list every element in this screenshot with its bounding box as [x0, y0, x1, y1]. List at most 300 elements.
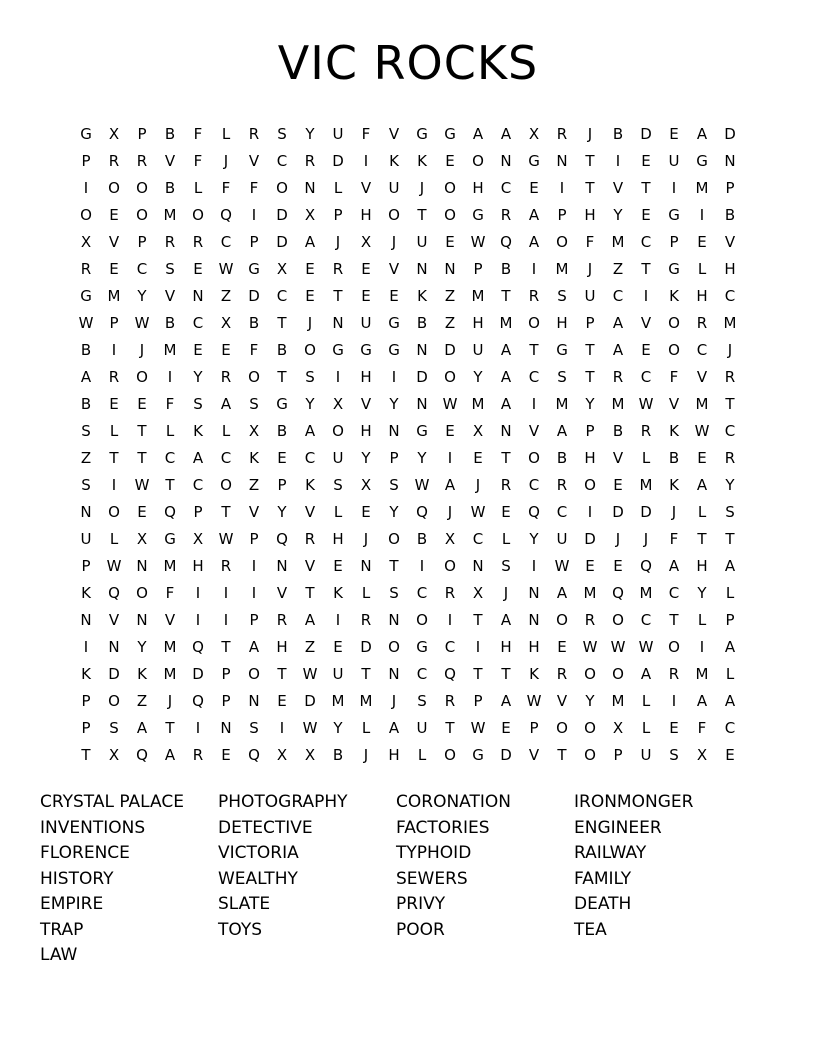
grid-cell[interactable]: R [724, 367, 736, 386]
grid-cell[interactable]: R [640, 421, 652, 440]
grid-cell[interactable]: D [276, 205, 288, 224]
grid-cell[interactable]: O [108, 178, 120, 197]
grid-cell[interactable]: S [109, 718, 119, 737]
grid-cell[interactable]: W [134, 475, 150, 494]
grid-cell[interactable]: X [108, 745, 120, 764]
grid-cell[interactable]: H [584, 205, 596, 224]
grid-cell[interactable]: J [615, 529, 621, 548]
grid-cell[interactable]: O [248, 664, 260, 683]
grid-cell[interactable]: B [724, 205, 736, 224]
grid-cell[interactable]: T [165, 718, 175, 737]
grid-cell[interactable]: O [276, 178, 288, 197]
grid-cell[interactable]: J [587, 124, 593, 143]
grid-cell[interactable]: N [724, 151, 736, 170]
grid-cell[interactable]: N [220, 718, 232, 737]
grid-cell[interactable]: L [641, 448, 651, 467]
grid-cell[interactable]: P [389, 448, 399, 467]
grid-cell[interactable]: U [332, 664, 344, 683]
grid-cell[interactable]: U [584, 286, 596, 305]
grid-cell[interactable]: Z [80, 448, 92, 467]
grid-cell[interactable]: S [333, 475, 343, 494]
grid-cell[interactable]: A [192, 448, 204, 467]
grid-cell[interactable]: K [529, 664, 539, 683]
grid-cell[interactable]: E [333, 556, 343, 575]
grid-cell[interactable]: P [725, 178, 735, 197]
grid-cell[interactable]: I [251, 205, 257, 224]
grid-cell[interactable]: C [444, 637, 456, 656]
grid-cell[interactable]: P [557, 205, 567, 224]
grid-cell[interactable]: O [584, 475, 596, 494]
grid-cell[interactable]: X [136, 529, 148, 548]
grid-cell[interactable]: K [305, 475, 315, 494]
grid-cell[interactable]: E [641, 205, 651, 224]
grid-cell[interactable]: G [164, 529, 176, 548]
grid-cell[interactable]: T [221, 637, 231, 656]
grid-cell[interactable]: K [389, 151, 399, 170]
grid-cell[interactable]: B [164, 124, 176, 143]
grid-cell[interactable]: G [416, 421, 428, 440]
grid-cell[interactable]: Q [528, 502, 540, 521]
grid-cell[interactable]: J [587, 259, 593, 278]
grid-cell[interactable]: G [416, 124, 428, 143]
grid-cell[interactable]: S [725, 502, 735, 521]
grid-cell[interactable]: Q [164, 502, 176, 521]
grid-cell[interactable]: R [500, 475, 512, 494]
grid-cell[interactable]: I [643, 286, 649, 305]
grid-cell[interactable]: M [163, 637, 177, 656]
grid-cell[interactable]: Q [136, 745, 148, 764]
grid-cell[interactable]: Y [613, 205, 623, 224]
grid-cell[interactable]: V [696, 367, 708, 386]
grid-cell[interactable]: C [640, 367, 652, 386]
grid-cell[interactable]: A [528, 205, 540, 224]
grid-cell[interactable]: L [333, 502, 343, 521]
grid-cell[interactable]: H [360, 421, 372, 440]
grid-cell[interactable]: O [472, 151, 484, 170]
grid-cell[interactable]: C [724, 421, 736, 440]
grid-cell[interactable]: B [556, 448, 568, 467]
grid-cell[interactable]: N [332, 313, 344, 332]
grid-cell[interactable]: K [137, 664, 147, 683]
grid-cell[interactable]: L [361, 583, 371, 602]
grid-cell[interactable]: E [697, 232, 707, 251]
grid-cell[interactable]: O [136, 178, 148, 197]
grid-cell[interactable]: Y [585, 691, 595, 710]
grid-cell[interactable]: R [528, 286, 540, 305]
grid-cell[interactable]: H [360, 367, 372, 386]
grid-cell[interactable]: X [220, 313, 232, 332]
grid-cell[interactable]: F [669, 529, 679, 548]
grid-cell[interactable]: J [363, 745, 369, 764]
grid-cell[interactable]: A [500, 610, 512, 629]
grid-cell[interactable]: A [444, 475, 456, 494]
grid-cell[interactable]: L [193, 178, 203, 197]
grid-cell[interactable]: O [556, 232, 568, 251]
grid-cell[interactable]: L [333, 178, 343, 197]
grid-cell[interactable]: J [307, 313, 313, 332]
grid-cell[interactable]: B [612, 124, 624, 143]
grid-cell[interactable]: K [669, 421, 679, 440]
grid-cell[interactable]: W [638, 394, 654, 413]
grid-cell[interactable]: N [444, 259, 456, 278]
grid-cell[interactable]: B [80, 394, 92, 413]
grid-cell[interactable]: V [640, 313, 652, 332]
grid-cell[interactable]: G [668, 259, 680, 278]
grid-cell[interactable]: A [696, 475, 708, 494]
grid-cell[interactable]: Z [612, 259, 624, 278]
grid-cell[interactable]: P [81, 556, 91, 575]
grid-cell[interactable]: M [163, 340, 177, 359]
grid-cell[interactable]: L [641, 691, 651, 710]
grid-cell[interactable]: J [391, 232, 397, 251]
grid-cell[interactable]: T [725, 394, 735, 413]
grid-cell[interactable]: D [612, 502, 624, 521]
grid-cell[interactable]: D [304, 691, 316, 710]
grid-cell[interactable]: R [696, 313, 708, 332]
grid-cell[interactable]: N [416, 340, 428, 359]
grid-cell[interactable]: M [471, 286, 485, 305]
grid-cell[interactable]: J [727, 340, 733, 359]
grid-cell[interactable]: P [529, 718, 539, 737]
grid-cell[interactable]: I [531, 394, 537, 413]
grid-cell[interactable]: Y [585, 394, 595, 413]
grid-cell[interactable]: F [193, 124, 203, 143]
grid-cell[interactable]: L [725, 664, 735, 683]
grid-cell[interactable]: E [109, 205, 119, 224]
grid-cell[interactable]: C [696, 340, 708, 359]
grid-cell[interactable]: Z [444, 286, 456, 305]
grid-cell[interactable]: K [249, 448, 259, 467]
grid-cell[interactable]: A [248, 637, 260, 656]
grid-cell[interactable]: V [248, 502, 260, 521]
grid-cell[interactable]: A [304, 232, 316, 251]
grid-cell[interactable]: O [136, 583, 148, 602]
grid-cell[interactable]: G [444, 124, 456, 143]
grid-cell[interactable]: Z [304, 637, 316, 656]
grid-cell[interactable]: T [529, 340, 539, 359]
grid-cell[interactable]: J [419, 178, 425, 197]
grid-cell[interactable]: J [139, 340, 145, 359]
grid-cell[interactable]: X [108, 124, 120, 143]
grid-cell[interactable]: Y [277, 502, 287, 521]
grid-cell[interactable]: E [473, 448, 483, 467]
grid-cell[interactable]: I [531, 259, 537, 278]
grid-cell[interactable]: A [80, 367, 92, 386]
grid-cell[interactable]: O [528, 448, 540, 467]
grid-cell[interactable]: P [277, 475, 287, 494]
grid-cell[interactable]: K [417, 286, 427, 305]
grid-cell[interactable]: X [248, 421, 260, 440]
grid-cell[interactable]: N [388, 421, 400, 440]
grid-cell[interactable]: A [304, 610, 316, 629]
grid-cell[interactable]: R [164, 232, 176, 251]
grid-cell[interactable]: C [472, 529, 484, 548]
grid-cell[interactable]: X [528, 124, 540, 143]
grid-cell[interactable]: C [164, 448, 176, 467]
grid-cell[interactable]: S [305, 367, 315, 386]
grid-cell[interactable]: H [192, 556, 204, 575]
grid-cell[interactable]: V [388, 124, 400, 143]
grid-cell[interactable]: V [108, 232, 120, 251]
grid-cell[interactable]: O [556, 610, 568, 629]
grid-cell[interactable]: B [500, 259, 512, 278]
grid-cell[interactable]: P [669, 232, 679, 251]
grid-cell[interactable]: D [444, 340, 456, 359]
grid-cell[interactable]: I [279, 718, 285, 737]
grid-cell[interactable]: P [137, 124, 147, 143]
grid-cell[interactable]: M [611, 394, 625, 413]
grid-cell[interactable]: O [444, 205, 456, 224]
grid-cell[interactable]: Q [192, 691, 204, 710]
grid-cell[interactable]: Y [417, 448, 427, 467]
grid-cell[interactable]: B [416, 313, 428, 332]
grid-cell[interactable]: N [136, 610, 148, 629]
grid-cell[interactable]: P [333, 205, 343, 224]
grid-cell[interactable]: F [585, 232, 595, 251]
grid-cell[interactable]: T [473, 610, 483, 629]
grid-cell[interactable]: I [615, 151, 621, 170]
grid-cell[interactable]: T [277, 664, 287, 683]
grid-cell[interactable]: O [444, 556, 456, 575]
grid-cell[interactable]: L [697, 502, 707, 521]
grid-cell[interactable]: L [417, 745, 427, 764]
grid-cell[interactable]: I [587, 502, 593, 521]
grid-cell[interactable]: G [416, 637, 428, 656]
grid-cell[interactable]: R [136, 151, 148, 170]
grid-cell[interactable]: J [671, 502, 677, 521]
grid-cell[interactable]: U [472, 340, 484, 359]
grid-cell[interactable]: O [612, 610, 624, 629]
grid-cell[interactable]: V [388, 259, 400, 278]
grid-cell[interactable]: O [612, 664, 624, 683]
grid-cell[interactable]: P [613, 745, 623, 764]
grid-cell[interactable]: C [528, 367, 540, 386]
grid-cell[interactable]: A [724, 637, 736, 656]
grid-cell[interactable]: T [417, 205, 427, 224]
grid-cell[interactable]: K [81, 664, 91, 683]
grid-cell[interactable]: N [80, 610, 92, 629]
grid-cell[interactable]: D [276, 232, 288, 251]
grid-cell[interactable]: M [163, 556, 177, 575]
grid-cell[interactable]: W [694, 421, 710, 440]
grid-cell[interactable]: A [724, 556, 736, 575]
grid-cell[interactable]: L [501, 529, 511, 548]
grid-cell[interactable]: O [136, 367, 148, 386]
grid-cell[interactable]: A [500, 367, 512, 386]
grid-cell[interactable]: C [668, 583, 680, 602]
grid-cell[interactable]: G [276, 394, 288, 413]
grid-cell[interactable]: E [585, 556, 595, 575]
grid-cell[interactable]: N [304, 178, 316, 197]
grid-cell[interactable]: X [304, 745, 316, 764]
grid-cell[interactable]: O [528, 313, 540, 332]
grid-cell[interactable]: F [165, 394, 175, 413]
grid-cell[interactable]: S [81, 475, 91, 494]
grid-cell[interactable]: L [697, 610, 707, 629]
grid-cell[interactable]: N [192, 286, 204, 305]
grid-cell[interactable]: F [697, 718, 707, 737]
grid-cell[interactable]: W [106, 556, 122, 575]
grid-cell[interactable]: E [305, 286, 315, 305]
grid-cell[interactable]: G [332, 340, 344, 359]
grid-cell[interactable]: S [501, 556, 511, 575]
grid-cell[interactable]: A [500, 691, 512, 710]
grid-cell[interactable]: X [332, 394, 344, 413]
grid-cell[interactable]: M [639, 583, 653, 602]
grid-cell[interactable]: S [277, 124, 287, 143]
grid-cell[interactable]: O [444, 367, 456, 386]
grid-cell[interactable]: J [447, 502, 453, 521]
grid-cell[interactable]: N [388, 610, 400, 629]
grid-cell[interactable]: O [304, 340, 316, 359]
grid-cell[interactable]: T [585, 178, 595, 197]
grid-cell[interactable]: V [164, 151, 176, 170]
grid-cell[interactable]: K [81, 583, 91, 602]
grid-cell[interactable]: G [556, 340, 568, 359]
grid-cell[interactable]: B [416, 529, 428, 548]
grid-cell[interactable]: Q [276, 529, 288, 548]
grid-cell[interactable]: W [302, 718, 318, 737]
grid-cell[interactable]: Z [220, 286, 232, 305]
grid-cell[interactable]: W [582, 637, 598, 656]
grid-cell[interactable]: T [221, 502, 231, 521]
grid-cell[interactable]: N [500, 421, 512, 440]
grid-cell[interactable]: C [276, 286, 288, 305]
grid-cell[interactable]: Y [361, 448, 371, 467]
grid-cell[interactable]: Y [137, 286, 147, 305]
grid-cell[interactable]: P [109, 313, 119, 332]
grid-cell[interactable]: O [584, 718, 596, 737]
grid-cell[interactable]: A [388, 718, 400, 737]
grid-cell[interactable]: Y [305, 124, 315, 143]
grid-cell[interactable]: E [137, 394, 147, 413]
grid-cell[interactable]: A [472, 124, 484, 143]
grid-cell[interactable]: O [192, 205, 204, 224]
grid-cell[interactable]: W [218, 259, 234, 278]
grid-cell[interactable]: T [137, 421, 147, 440]
grid-cell[interactable]: B [276, 340, 288, 359]
grid-cell[interactable]: I [447, 610, 453, 629]
grid-cell[interactable]: Q [444, 664, 456, 683]
grid-cell[interactable]: R [248, 124, 260, 143]
grid-cell[interactable]: X [360, 475, 372, 494]
grid-cell[interactable]: E [613, 475, 623, 494]
grid-cell[interactable]: Y [389, 394, 399, 413]
grid-cell[interactable]: O [248, 367, 260, 386]
grid-cell[interactable]: B [80, 340, 92, 359]
grid-cell[interactable]: O [556, 718, 568, 737]
grid-cell[interactable]: M [555, 394, 569, 413]
grid-cell[interactable]: U [640, 745, 652, 764]
grid-cell[interactable]: U [416, 232, 428, 251]
grid-cell[interactable]: C [136, 259, 148, 278]
grid-cell[interactable]: T [641, 259, 651, 278]
grid-cell[interactable]: S [669, 745, 679, 764]
grid-cell[interactable]: C [640, 232, 652, 251]
grid-cell[interactable]: N [472, 556, 484, 575]
grid-cell[interactable]: M [695, 664, 709, 683]
grid-cell[interactable]: S [81, 421, 91, 440]
grid-cell[interactable]: G [696, 151, 708, 170]
grid-cell[interactable]: L [165, 421, 175, 440]
grid-cell[interactable]: C [612, 286, 624, 305]
grid-cell[interactable]: E [221, 340, 231, 359]
grid-cell[interactable]: V [556, 691, 568, 710]
grid-cell[interactable]: V [164, 286, 176, 305]
grid-cell[interactable]: R [612, 367, 624, 386]
grid-cell[interactable]: N [248, 691, 260, 710]
grid-cell[interactable]: Y [137, 637, 147, 656]
grid-cell[interactable]: X [360, 232, 372, 251]
grid-cell[interactable]: P [81, 691, 91, 710]
grid-cell[interactable]: T [697, 529, 707, 548]
grid-cell[interactable]: N [388, 664, 400, 683]
grid-cell[interactable]: M [611, 691, 625, 710]
grid-cell[interactable]: C [528, 475, 540, 494]
grid-cell[interactable]: T [473, 664, 483, 683]
grid-cell[interactable]: N [136, 556, 148, 575]
grid-cell[interactable]: G [472, 745, 484, 764]
grid-cell[interactable]: V [108, 610, 120, 629]
grid-cell[interactable]: E [305, 259, 315, 278]
grid-cell[interactable]: S [165, 259, 175, 278]
grid-cell[interactable]: L [697, 259, 707, 278]
grid-cell[interactable]: E [641, 151, 651, 170]
grid-cell[interactable]: M [163, 205, 177, 224]
grid-cell[interactable]: H [724, 259, 736, 278]
grid-cell[interactable]: O [668, 340, 680, 359]
grid-cell[interactable]: W [134, 313, 150, 332]
grid-cell[interactable]: T [725, 529, 735, 548]
grid-cell[interactable]: D [640, 124, 652, 143]
grid-cell[interactable]: E [361, 502, 371, 521]
grid-cell[interactable]: G [528, 151, 540, 170]
grid-cell[interactable]: Z [248, 475, 260, 494]
grid-cell[interactable]: O [80, 205, 92, 224]
grid-cell[interactable]: L [725, 583, 735, 602]
grid-cell[interactable]: V [276, 583, 288, 602]
grid-cell[interactable]: P [221, 691, 231, 710]
grid-cell[interactable]: Y [725, 475, 735, 494]
grid-cell[interactable]: R [192, 232, 204, 251]
grid-cell[interactable]: I [363, 151, 369, 170]
grid-cell[interactable]: N [276, 556, 288, 575]
grid-cell[interactable]: E [193, 340, 203, 359]
grid-cell[interactable]: Z [136, 691, 148, 710]
grid-cell[interactable]: M [499, 313, 513, 332]
grid-cell[interactable]: T [165, 475, 175, 494]
grid-cell[interactable]: D [248, 286, 260, 305]
grid-cell[interactable]: V [612, 178, 624, 197]
grid-cell[interactable]: T [585, 151, 595, 170]
grid-cell[interactable]: E [697, 448, 707, 467]
grid-cell[interactable]: N [80, 502, 92, 521]
grid-cell[interactable]: Y [193, 367, 203, 386]
grid-cell[interactable]: C [640, 610, 652, 629]
grid-cell[interactable]: M [107, 286, 121, 305]
grid-cell[interactable]: D [108, 664, 120, 683]
grid-cell[interactable]: S [557, 286, 567, 305]
grid-cell[interactable]: T [669, 610, 679, 629]
grid-cell[interactable]: A [612, 340, 624, 359]
grid-cell[interactable]: T [109, 448, 119, 467]
grid-cell[interactable]: T [445, 718, 455, 737]
grid-cell[interactable]: J [167, 691, 173, 710]
grid-cell[interactable]: N [556, 151, 568, 170]
grid-cell[interactable]: O [108, 691, 120, 710]
grid-cell[interactable]: D [332, 151, 344, 170]
grid-cell[interactable]: P [193, 502, 203, 521]
